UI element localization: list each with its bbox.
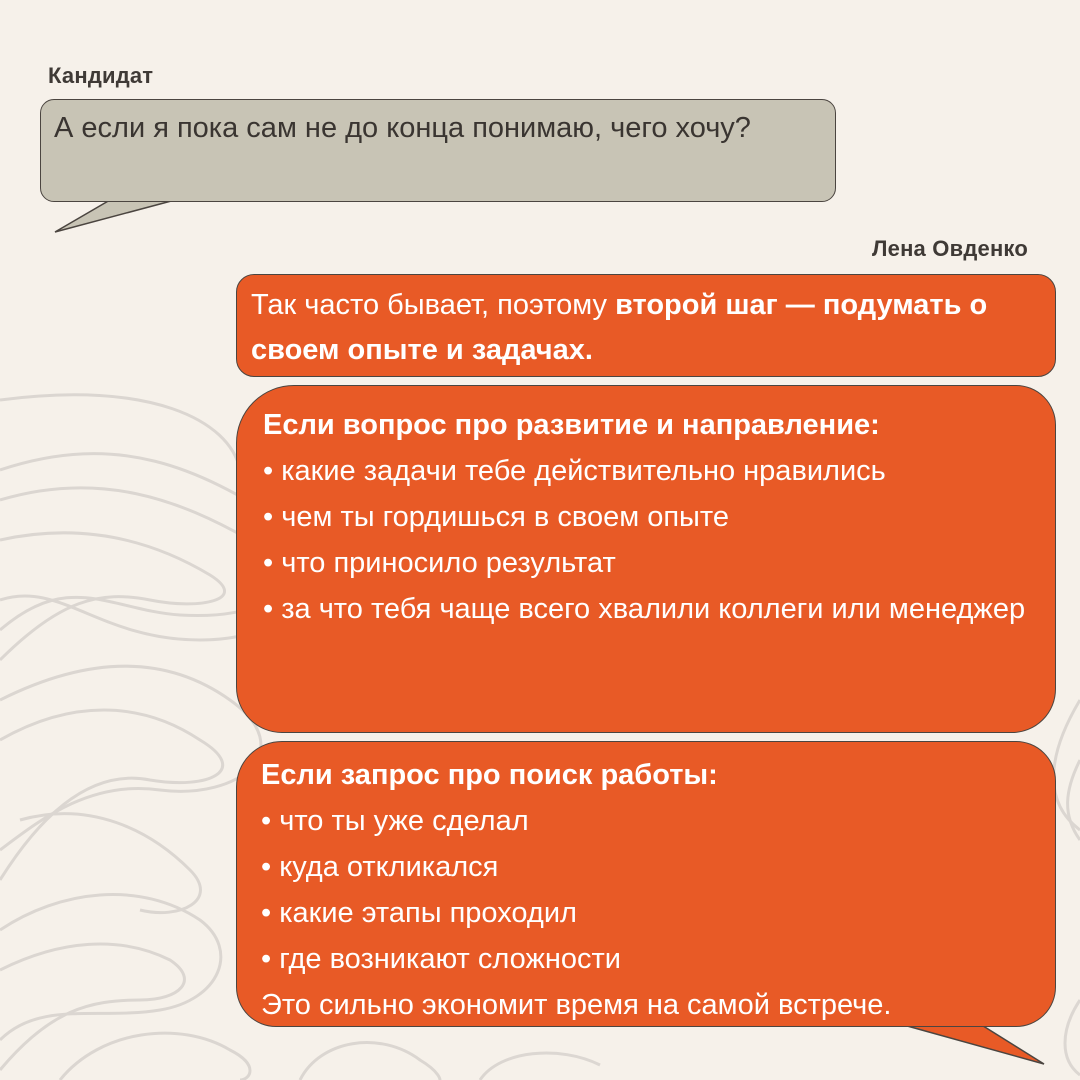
job-search-item: • где возникают сложности (261, 936, 1031, 982)
mentor-intro-bubble (236, 274, 1056, 377)
development-item: • какие задачи тебе действительно нравились (263, 448, 1031, 494)
development-item: • что приносило результат (263, 540, 1031, 586)
job-search-heading: Если запрос про поиск работы: (261, 759, 718, 791)
job-search-footer: Это сильно экономит время на самой встрече. (261, 989, 892, 1021)
candidate-message-bubble (40, 99, 836, 202)
mentor-name: Лена Овденко (872, 236, 1028, 261)
development-item: • за что тебя чаще всего хвалили коллеги или менеджер (263, 586, 1031, 632)
job-search-item: • какие этапы проходил (261, 890, 1031, 936)
job-search-bubble (236, 741, 1056, 1027)
development-heading: Если вопрос про развитие и направление: (263, 409, 880, 441)
candidate-bubble-tail (55, 200, 175, 232)
job-search-item: • куда откликался (261, 844, 1031, 890)
job-search-item: • что ты уже сделал (261, 798, 1031, 844)
mentor-bubble-tail (900, 1024, 1044, 1064)
mentor-intro-bold: второй шаг — подумать о своем опыте и задачах. (251, 289, 988, 366)
candidate-message-text: А если я пока сам не до конца понимаю, чего хочу? (54, 112, 751, 144)
candidate-name: Кандидат (48, 63, 154, 88)
development-item: • чем ты гордишься в своем опыте (263, 494, 1031, 540)
development-bubble (236, 385, 1056, 733)
mentor-intro-plain: Так часто бывает, поэтому (251, 289, 616, 321)
